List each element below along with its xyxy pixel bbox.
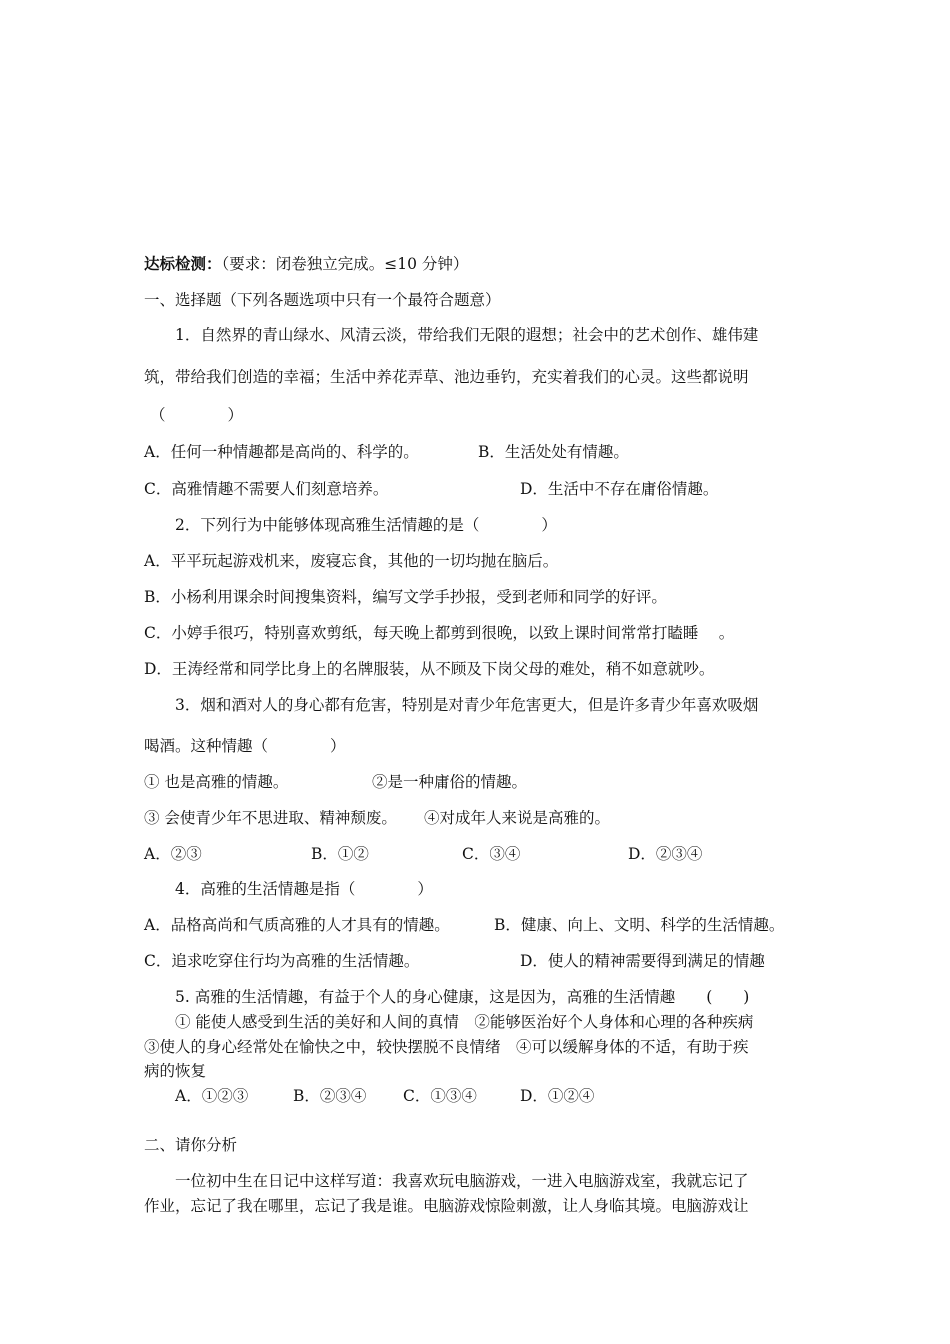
- q2-option-d: D．王涛经常和同学比身上的名牌服装，从不顾及下岗父母的难处，稍不如意就吵。: [144, 660, 715, 678]
- q1-option-b: B．生活处处有情趣。: [478, 443, 629, 461]
- q2-option-c: C．小婷手很巧，特别喜欢剪纸，每天晚上都剪到很晚，以致上课时间常常打瞌睡 。: [144, 624, 735, 642]
- q5-option-a: A．①②③: [175, 1087, 249, 1105]
- q5-statements-line3: 病的恢复: [144, 1062, 207, 1080]
- q3-statement-4: ④对成年人来说是高雅的。: [424, 809, 611, 827]
- q3-option-c: C．③④: [462, 845, 521, 863]
- q4-option-a: A．品格高尚和气质高雅的人才具有的情趣。: [144, 916, 450, 934]
- q1-option-a: A．任何一种情趣都是高尚的、科学的。: [144, 443, 419, 461]
- q4-stem: 4．高雅的生活情趣是指（ ）: [175, 880, 433, 898]
- q1-stem-line1: 1．自然界的青山绿水、风清云淡，带给我们无限的遐想；社会中的艺术创作、雄伟建: [175, 326, 759, 344]
- q4-option-d: D．使人的精神需要得到满足的情趣: [520, 952, 765, 970]
- q2-option-b: B．小杨利用课余时间搜集资料，编写文学手抄报，受到老师和同学的好评。: [144, 588, 667, 606]
- q5-option-b: B．②③④: [293, 1087, 367, 1105]
- q3-statement-1: ① 也是高雅的情趣。: [144, 773, 289, 791]
- q3-option-d: D．②③④: [628, 845, 703, 863]
- q3-option-a: A．②③: [144, 845, 202, 863]
- q5-option-c: C．①③④: [403, 1087, 477, 1105]
- section2-paragraph-line2: 作业，忘记了我在哪里，忘记了我是谁。电脑游戏惊险刺激，让人身临其境。电脑游戏让: [144, 1197, 749, 1215]
- q1-option-c: C．高雅情趣不需要人们刻意培养。: [144, 480, 389, 498]
- q1-option-d: D．生活中不存在庸俗情趣。: [520, 480, 719, 498]
- header-requirement: （要求：闭卷独立完成。≤10 分钟）: [221, 255, 469, 273]
- q3-option-b: B．①②: [311, 845, 369, 863]
- q3-statement-3: ③ 会使青少年不思进取、精神颓废。: [144, 809, 397, 827]
- section-header: [144, 254, 468, 274]
- section1-heading: 一、选择题（下列各题选项中只有一个最符合题意）: [144, 291, 501, 309]
- q1-stem-line2: 筑，带给我们创造的幸福；生活中养花弄草、池边垂钓，充实着我们的心灵。这些都说明: [144, 368, 749, 386]
- header-title: 达标检测：: [144, 254, 222, 273]
- q3-statement-2: ②是一种庸俗的情趣。: [372, 773, 528, 791]
- q5-statements-line1: ① 能使人感受到生活的美好和人间的真情 ②能够医治好个人身体和心理的各种疾病: [175, 1013, 754, 1031]
- q5-option-d: D．①②④: [520, 1087, 595, 1105]
- q1-answer-blank: （ ）: [150, 406, 244, 424]
- q4-option-b: B．健康、向上、文明、科学的生活情趣。: [494, 916, 785, 934]
- q3-stem-line2: 喝酒。这种情趣（ ）: [144, 737, 346, 755]
- q5-statements-line2: ③使人的身心经常处在愉快之中，较快摆脱不良情绪 ④可以缓解身体的不适，有助于疾: [144, 1038, 749, 1056]
- section2-paragraph-line1: 一位初中生在日记中这样写道：我喜欢玩电脑游戏，一进入电脑游戏室，我就忘记了: [175, 1172, 749, 1190]
- q2-option-a: A．平平玩起游戏机来，废寝忘食，其他的一切均抛在脑后。: [144, 552, 559, 570]
- q4-option-c: C．追求吃穿住行均为高雅的生活情趣。: [144, 952, 420, 970]
- q2-stem: 2．下列行为中能够体现高雅生活情趣的是（ ）: [175, 516, 557, 534]
- q5-stem: 5. 高雅的生活情趣，有益于个人的身心健康，这是因为，高雅的生活情趣 ( ): [175, 988, 750, 1006]
- q3-stem-line1: 3．烟和酒对人的身心都有危害，特别是对青少年危害更大，但是许多青少年喜欢吸烟: [175, 696, 759, 714]
- section2-heading: 二、请你分析: [144, 1136, 238, 1154]
